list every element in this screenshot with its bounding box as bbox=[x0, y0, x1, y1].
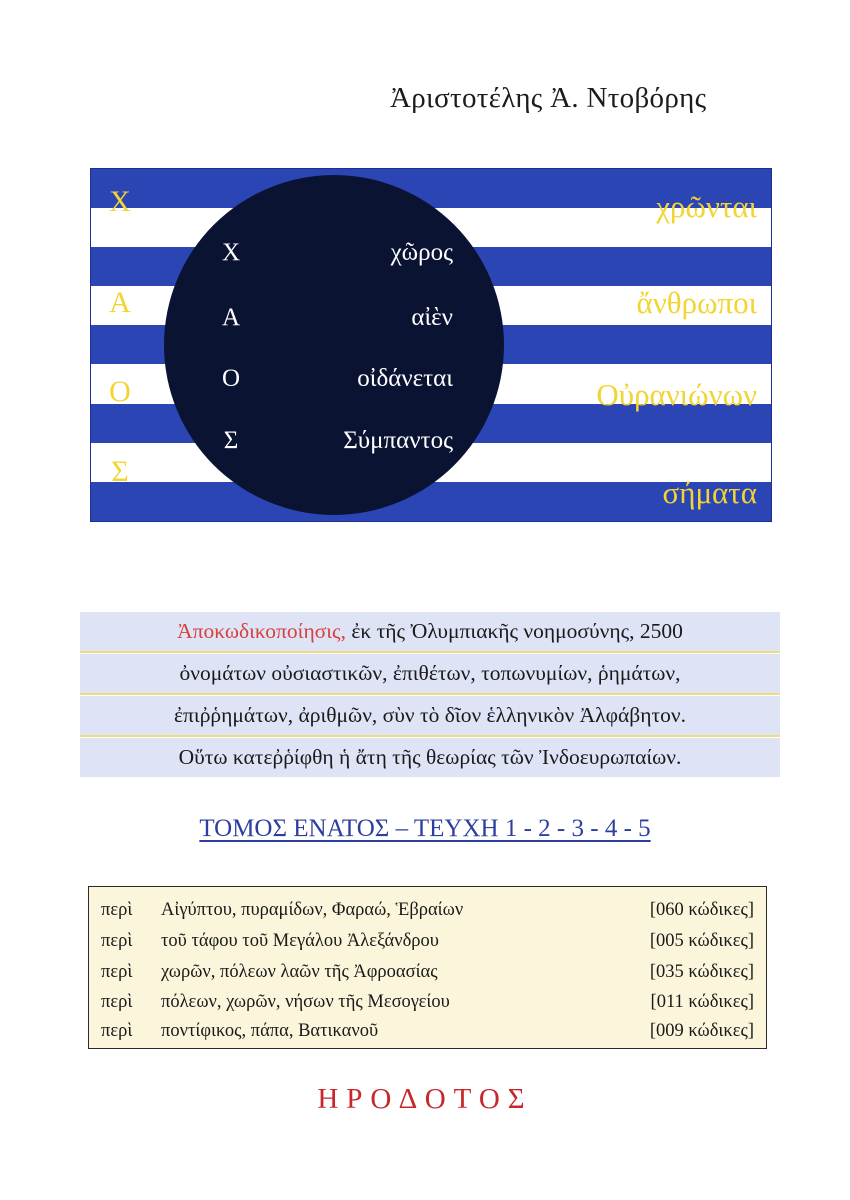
flag-right-word: ἄνθρωποι bbox=[636, 285, 757, 320]
contents-topic: πόλεων, χωρῶν, νήσων τῆς Μεσογείου bbox=[161, 992, 450, 1012]
publisher-name: ΗΡΟΔΟΤΟΣ bbox=[317, 1083, 533, 1115]
contents-prefix: περὶ bbox=[101, 992, 133, 1012]
description-line: ἐπιῤῥημάτων, ἀριθμῶν, σὺν τὸ δῖον ἑλληνικὸν Ἀλφάβητον. bbox=[80, 696, 780, 737]
circle-word: χῶρος bbox=[390, 239, 453, 266]
flag-left-letter: Α bbox=[109, 286, 131, 319]
flag-right-word: Οὐρανιώνων bbox=[596, 377, 757, 412]
circle-letter: Α bbox=[221, 304, 241, 331]
description-line: ὀνομάτων οὐσιαστικῶν, ἐπιθέτων, τοπωνυμίων, ῥημάτων, bbox=[80, 654, 780, 695]
flag-dark-circle bbox=[164, 175, 504, 515]
flag-left-letter: Ο bbox=[109, 375, 131, 408]
contents-prefix: περὶ bbox=[101, 931, 133, 951]
contents-topic: ποντίφικος, πάπα, Βατικανοῦ bbox=[161, 1021, 379, 1041]
contents-row bbox=[89, 895, 766, 925]
flag-left-letter: Χ bbox=[109, 185, 131, 218]
contents-codes: [009 κώδικες] bbox=[649, 1021, 754, 1041]
flag-right-word: σήματα bbox=[662, 475, 757, 510]
contents-codes: [005 κώδικες] bbox=[649, 931, 754, 951]
description-line bbox=[80, 612, 780, 653]
contents-codes: [035 κώδικες] bbox=[649, 962, 754, 982]
volume-heading-text: ΤΟΜΟΣ ΕΝΑΤΟΣ – ΤΕΥΧΗ 1 - 2 - 3 - 4 - 5 bbox=[199, 815, 651, 842]
volume-heading bbox=[0, 815, 850, 843]
circle-word: Σύμπαντος bbox=[343, 427, 453, 454]
contents-topic: τοῦ τάφου τοῦ Μεγάλου Ἀλεξάνδρου bbox=[161, 931, 439, 951]
description-line: Οὕτω κατεῤῥίφθη ἡ ἄτη τῆς θεωρίας τῶν Ἰνδοευρωπαίων. bbox=[80, 738, 780, 777]
description-lead: Ἀποκωδικοποίησις, bbox=[177, 619, 346, 643]
contents-topic: χωρῶν, πόλεων λαῶν τῆς Ἀφροασίας bbox=[161, 962, 438, 982]
contents-row bbox=[89, 957, 766, 987]
contents-prefix: περὶ bbox=[101, 962, 133, 982]
contents-table bbox=[88, 886, 767, 1049]
flag-left-letter: Σ bbox=[111, 455, 129, 488]
flag-right-word: χρῶνται bbox=[656, 189, 757, 224]
circle-word: αἰὲν bbox=[411, 304, 453, 331]
circle-letter: Σ bbox=[223, 427, 239, 454]
description-line1-rest: ἐκ τῆς Ὀλυμπιακῆς νοημοσύνης, 2500 bbox=[345, 619, 683, 643]
contents-prefix: περὶ bbox=[101, 1021, 133, 1041]
circle-letter: Ο bbox=[221, 365, 241, 392]
contents-row bbox=[89, 1016, 766, 1046]
contents-codes: [011 κώδικες] bbox=[650, 992, 754, 1012]
author-name: Ἀριστοτέλης Ἀ. Ντοβόρης bbox=[390, 82, 707, 114]
greek-flag-illustration bbox=[90, 168, 772, 522]
circle-letter: Χ bbox=[221, 239, 241, 266]
circle-word: οἰδάνεται bbox=[357, 365, 453, 392]
contents-codes: [060 κώδικες] bbox=[649, 900, 754, 920]
description-block bbox=[80, 612, 780, 778]
contents-row bbox=[89, 926, 766, 956]
contents-prefix: περὶ bbox=[101, 900, 133, 920]
contents-topic: Αἰγύπτου, πυραμίδων, Φαραώ, Ἑβραίων bbox=[161, 900, 464, 920]
contents-row bbox=[89, 987, 766, 1017]
